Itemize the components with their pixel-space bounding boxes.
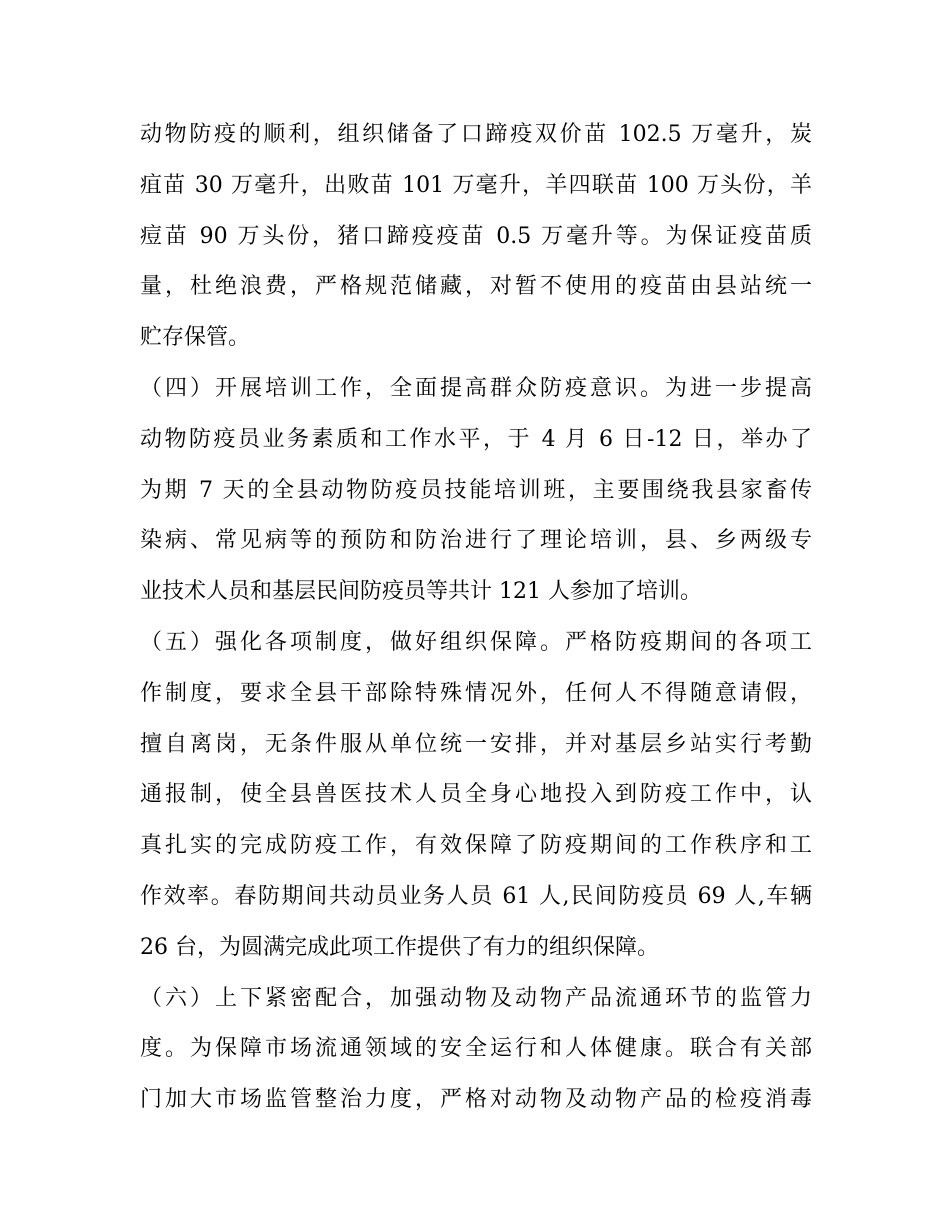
text-line: 擅自离岗，无条件服从单位统一安排，并对基层乡站实行考勤	[140, 731, 812, 757]
text-line: 染病、常见病等的预防和防治进行了理论培训，县、乡两级专	[140, 528, 812, 554]
text-line: 度。为保障市场流通领域的安全运行和人体健康。联合有关部	[140, 1036, 812, 1062]
text-line: 量，杜绝浪费，严格规范储藏，对暂不使用的疫苗由县站统一	[140, 274, 812, 300]
text-line: 作效率。春防期间共动员业务人员 61 人,民间防疫员 69 人,车辆	[140, 883, 812, 909]
text-line: 门加大市场监管整治力度，严格对动物及动物产品的检疫消毒	[140, 1087, 812, 1113]
text-line: （五）强化各项制度，做好组织保障。严格防疫期间的各项工	[140, 629, 812, 655]
text-line: 通报制，使全县兽医技术人员全身心地投入到防疫工作中，认	[140, 782, 812, 808]
text-line: 痘苗 90 万头份，猪口蹄疫疫苗 0.5 万毫升等。为保证疫苗质	[140, 223, 812, 249]
text-line: 动物防疫的顺利，组织储备了口蹄疫双价苗 102.5 万毫升，炭	[140, 122, 812, 147]
text-line: （四）开展培训工作，全面提高群众防疫意识。为进一步提高	[140, 375, 812, 401]
text-line: （六）上下紧密配合，加强动物及动物产品流通环节的监管力	[140, 985, 812, 1011]
text-line: 真扎实的完成防疫工作，有效保障了防疫期间的工作秩序和工	[140, 833, 812, 859]
text-line: 业技术人员和基层民间防疫员等共计 121 人参加了培训。	[140, 579, 702, 605]
text-line: 作制度，要求全县干部除特殊情况外，任何人不得随意请假，	[140, 680, 812, 706]
text-line: 26 台，为圆满完成此项工作提供了有力的组织保障。	[140, 934, 659, 960]
text-line: 为期 7 天的全县动物防疫员技能培训班，主要围绕我县家畜传	[140, 477, 812, 503]
text-line: 动物防疫员业务素质和工作水平，于 4 月 6 日-12 日，举办了	[140, 426, 812, 452]
text-line: 疽苗 30 万毫升，出败苗 101 万毫升，羊四联苗 100 万头份，羊	[140, 172, 812, 198]
text-line: 贮存保管。	[140, 325, 251, 351]
document-body-text	[140, 110, 812, 1126]
